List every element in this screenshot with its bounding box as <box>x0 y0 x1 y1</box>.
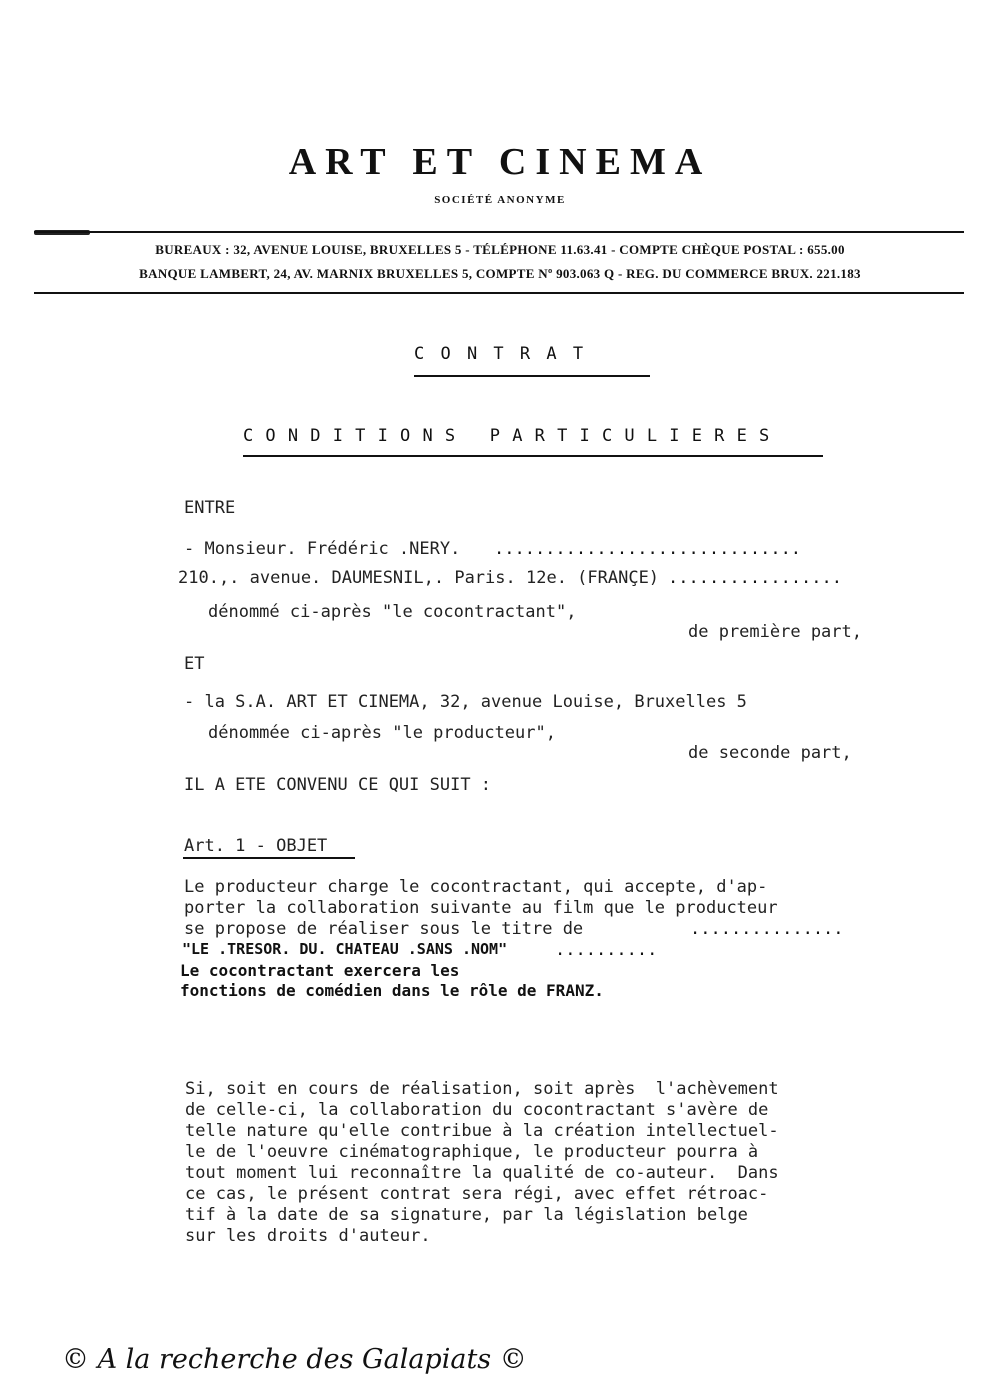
paragraph2-line-1: Si, soit en cours de réalisation, soit après l'achèvement <box>185 1079 779 1099</box>
article1-heading-underline <box>183 857 355 859</box>
conditions-title-underline <box>243 455 823 457</box>
company-subtitle: SOCIÉTÉ ANONYME <box>434 194 566 206</box>
letterhead-bottom-rule <box>34 292 964 294</box>
copyright-watermark: © A la recherche des Galapiats © <box>62 1344 527 1375</box>
contract-title-underline <box>414 375 650 377</box>
role-line-2: fonctions de comédien dans le rôle de FRANZ. <box>180 981 604 1000</box>
company-name: ART ET CINEMA <box>288 141 712 183</box>
paragraph2-line-2: de celle-ci, la collaboration du cocontractant s'avère de <box>185 1100 769 1120</box>
party1-address-dots: ................. <box>668 568 842 588</box>
letterhead-address-line-2: BANQUE LAMBERT, 24, AV. MARNIX BRUXELLES 5, COMPTE Nº 903.063 Q - REG. DU COMMERCE BRUX. 221.183 <box>139 266 861 281</box>
paragraph2-line-8: sur les droits d'auteur. <box>185 1226 431 1246</box>
party2-part: de seconde part, <box>688 743 852 763</box>
article1-line-1: Le producteur charge le cocontractant, qui accepte, d'ap- <box>184 877 768 897</box>
party1-name-dots: .............................. <box>494 539 802 559</box>
et-label: ET <box>184 654 205 674</box>
title-dots: ............... <box>690 919 844 939</box>
article1-line-2: porter la collaboration suivante au film que le producteur <box>184 898 778 918</box>
party1-address: 210.,. avenue. DAUMESNIL,. Paris. 12e. (FRANÇE) <box>178 568 660 588</box>
party2-name: - la S.A. ART ET CINEMA, 32, avenue Louise, Bruxelles 5 <box>184 692 747 712</box>
party1-name: - Monsieur. Frédéric .NERY. <box>184 539 461 559</box>
party1-role: dénommé ci-après "le cocontractant", <box>208 602 577 622</box>
party2-role: dénommée ci-après "le producteur", <box>208 723 556 743</box>
film-title: "LE .TRESOR. DU. CHATEAU .SANS .NOM" <box>182 940 508 958</box>
article1-line-3: se propose de réaliser sous le titre de <box>184 919 584 939</box>
letterhead-top-rule <box>34 231 964 233</box>
letterhead-address-line-1: BUREAUX : 32, AVENUE LOUISE, BRUXELLES 5 - TÉLÉPHONE 11.63.41 - COMPTE CHÈQUE POSTAL : 655.00 <box>155 242 845 257</box>
conditions-title: CONDITIONS PARTICULIERES <box>243 426 782 446</box>
contract-title: C O N T R A T <box>414 344 587 364</box>
film-title-dots: .......... <box>555 940 658 960</box>
paragraph2-line-3: telle nature qu'elle contribue à la création intellectuel- <box>185 1121 779 1141</box>
paragraph2-line-5: tout moment lui reconnaître la qualité de co-auteur. Dans <box>185 1163 779 1183</box>
entre-label: ENTRE <box>184 498 236 518</box>
agreed-statement: IL A ETE CONVENU CE QUI SUIT : <box>184 775 492 795</box>
role-line-1: Le cocontractant exercera les <box>180 961 460 980</box>
article1-heading: Art. 1 - OBJET <box>184 836 328 856</box>
paragraph2-line-4: le de l'oeuvre cinématographique, le producteur pourra à <box>185 1142 759 1162</box>
paragraph2-line-6: ce cas, le présent contrat sera régi, avec effet rétroac- <box>185 1184 769 1204</box>
paragraph2-line-7: tif à la date de sa signature, par la législation belge <box>185 1205 748 1225</box>
party1-part: de première part, <box>688 622 862 642</box>
